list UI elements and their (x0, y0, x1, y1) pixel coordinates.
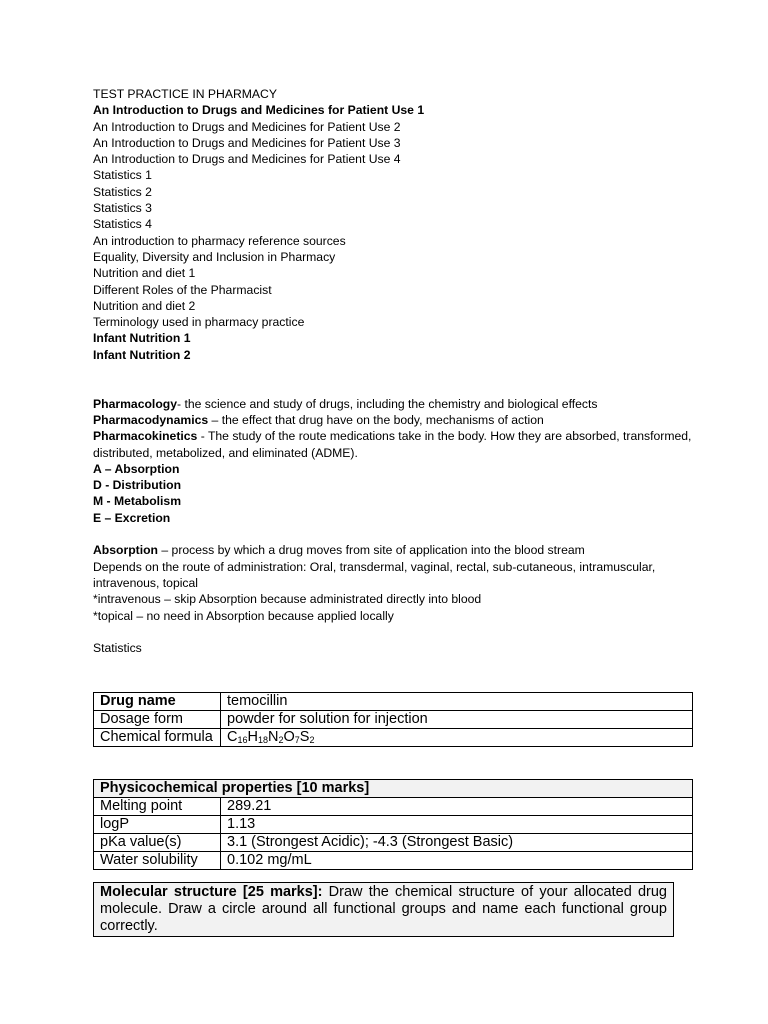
topic-item: An Introduction to Drugs and Medicines for Patient Use 4 (93, 152, 401, 167)
table-value: powder for solution for injection (221, 711, 693, 729)
table-row (94, 852, 693, 870)
definition-absorption (93, 542, 693, 558)
topic-item: An introduction to pharmacy reference sources (93, 233, 346, 248)
topic-item: Equality, Diversity and Inclusion in Pharmacy (93, 249, 336, 264)
term: Pharmacokinetics (93, 429, 198, 444)
absorption-note: *topical – no need in Absorption because applied locally (93, 608, 394, 623)
topic-item: Statistics 1 (93, 168, 152, 183)
topic-item: Statistics 3 (93, 201, 152, 216)
definition-text: – the effect that drug have on the body, mechanisms of action (208, 412, 544, 427)
molecular-instructions: Draw the chemical structure of your allocated drug molecule. Draw a circle around all functional groups and name each functional group correctly. (100, 884, 667, 934)
table-label: pKa value(s) (94, 834, 221, 852)
molecular-label: Molecular structure [25 marks]: (100, 884, 323, 900)
table-value: temocillin (221, 693, 693, 711)
definition-pharmacology (93, 396, 693, 412)
absorption-note: *intravenous – skip Absorption because administrated directly into blood (93, 592, 482, 607)
topic-item: Different Roles of the Pharmacist (93, 282, 272, 297)
table-label: Drug name (94, 693, 221, 711)
table-row (94, 693, 693, 711)
term: Pharmacodynamics (93, 412, 209, 427)
table-label: Chemical formula (94, 729, 221, 747)
table-label: Water solubility (94, 852, 221, 870)
definition-text: - the science and study of drugs, including the chemistry and biological effects (177, 396, 598, 411)
table-label: logP (94, 816, 221, 834)
topic-item: Statistics 4 (93, 217, 152, 232)
table-value: 0.102 mg/mL (221, 852, 693, 870)
definition-pharmacokinetics (93, 428, 693, 461)
adme-item: M - Metabolism (93, 494, 182, 509)
table-row (94, 798, 693, 816)
topic-item: An Introduction to Drugs and Medicines for Patient Use 2 (93, 119, 401, 134)
adme-item: D - Distribution (93, 478, 182, 493)
table-header-row (94, 780, 693, 798)
definition-text: - The study of the route medications take in the body. How they are absorbed, transformed, distributed, metabolized, and eliminated (ADME). (93, 429, 692, 460)
chemical-formula: $C_{16}H_{18}N_2O_7S_2$ (221, 729, 693, 747)
topic-item: Nutrition and diet 2 (93, 298, 196, 313)
adme-item: A – Absorption (93, 461, 180, 476)
drug-info-table (93, 692, 693, 747)
topic-item: Infant Nutrition 1 (93, 331, 191, 346)
table-value: 289.21 (221, 798, 693, 816)
definition-text: – process by which a drug moves from site of application into the blood stream (158, 543, 585, 558)
table-row (94, 711, 693, 729)
absorption-routes: Depends on the route of administration: Oral, transdermal, vaginal, rectal, sub-cutaneous, intramuscular, intravenous, topical (93, 559, 656, 590)
physicochemical-table (93, 779, 693, 870)
adme-item: E – Excretion (93, 510, 171, 525)
topic-item: An Introduction to Drugs and Medicines for Patient Use 1 (93, 103, 425, 118)
table-row (94, 816, 693, 834)
term: Pharmacology (93, 396, 177, 411)
topic-item: Statistics 2 (93, 184, 152, 199)
document-body (93, 86, 693, 656)
table-value: 1.13 (221, 816, 693, 834)
statistics-heading: Statistics (93, 641, 142, 656)
molecular-structure-box (93, 882, 674, 937)
table-row (94, 729, 693, 747)
table-label: Melting point (94, 798, 221, 816)
definition-pharmacodynamics (93, 412, 693, 428)
table-header: Physicochemical properties [10 marks] (94, 780, 693, 798)
table-label: Dosage form (94, 711, 221, 729)
table-value: 3.1 (Strongest Acidic); -4.3 (Strongest Basic) (221, 834, 693, 852)
table-row (94, 834, 693, 852)
topic-item: Nutrition and diet 1 (93, 266, 196, 281)
term: Absorption (93, 543, 158, 558)
page-title: TEST PRACTICE IN PHARMACY (93, 87, 277, 101)
topic-item: Infant Nutrition 2 (93, 347, 191, 362)
topic-item: Terminology used in pharmacy practice (93, 315, 305, 330)
topic-item: An Introduction to Drugs and Medicines for Patient Use 3 (93, 135, 401, 150)
